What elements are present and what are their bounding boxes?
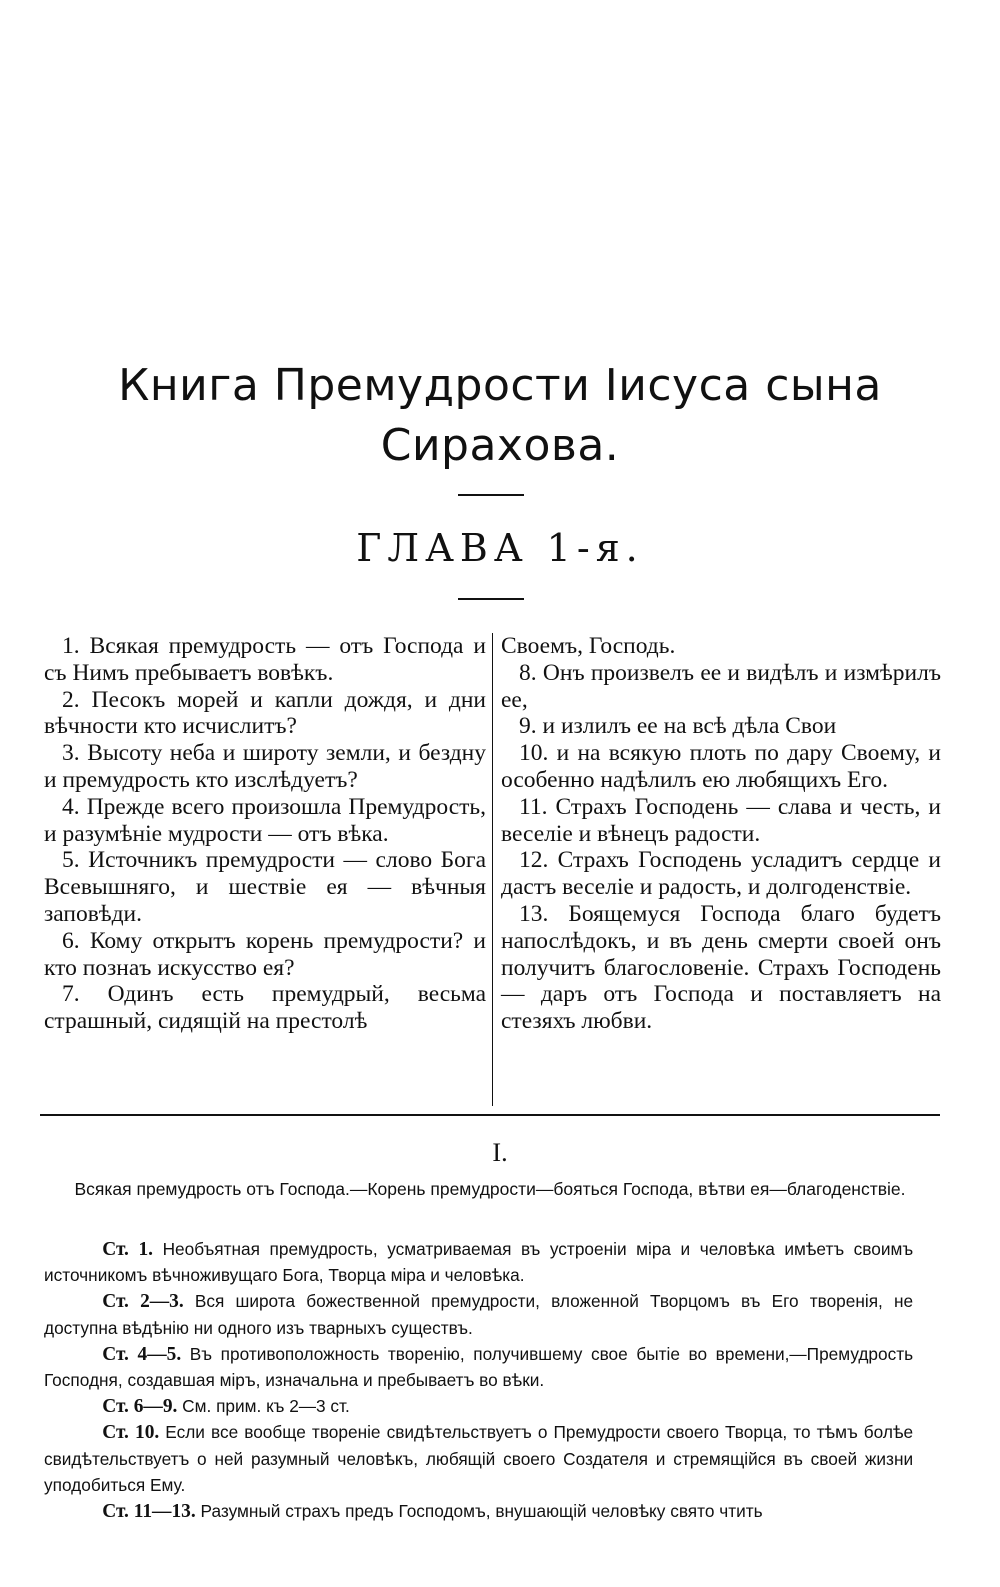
book-title xyxy=(60,356,940,476)
verse-reference: Ст. 10. xyxy=(102,1421,160,1444)
title-divider xyxy=(458,494,524,496)
chapter-title: ГЛАВА 1-я. xyxy=(356,526,644,570)
chapter-divider xyxy=(458,598,524,600)
verse-continuation: Своемъ, Господь. xyxy=(501,633,676,659)
commentary-entry: Ст. 1. Необъятная премудрость, усматриваемая въ устроеніи міра и человѣка имѣетъ своимъ источникомъ вѣчноживущаго Бога, Творца міра и человѣка. xyxy=(44,1238,914,1286)
commentary-entry: Ст. 6—9. См. прим. къ 2—3 ст. xyxy=(102,1395,350,1418)
verse-reference: Ст. 6—9. xyxy=(102,1395,178,1418)
verse: 7. Одинъ есть премудрый, весьма страшный, сидящій на престолѣ xyxy=(44,981,487,1035)
commentary-entry: Ст. 2—3. Вся широта божественной премудрости, вложенной Творцомъ въ Его творенія, не доступна вѣдѣнію ни одного изъ тварныхъ существъ. xyxy=(44,1290,914,1338)
verse: 4. Прежде всего произошла Премудрость, и разумѣніе мудрости — отъ вѣка. xyxy=(44,793,486,847)
commentary-entry: Ст. 11—13. Разумный страхъ предъ Господомъ, внушающій человѣку свято чтить xyxy=(102,1500,763,1523)
column-divider xyxy=(492,633,493,1106)
verse: 6. Кому открытъ корень премудрости? и кто познаъ искусство ея? xyxy=(44,927,487,981)
verse-reference: Ст. 4—5. xyxy=(102,1342,182,1365)
verse: 1. Всякая премудрость — отъ Господа и съ Нимъ пребываетъ вовѣкъ. xyxy=(44,633,486,686)
book-title-line-2: Сирахова. xyxy=(380,420,620,471)
verse-reference: Ст. 1. xyxy=(102,1238,154,1260)
verse: 11. Страхъ Господень — слава и честь, и веселіе и вѣнецъ радости. xyxy=(501,793,942,847)
commentary-entry: Ст. 4—5. Въ противоположность творенію, получившему свое бытіе во времени,—Премудрость Господня, создавшая міръ, изначальна и пребываетъ во вѣки. xyxy=(44,1342,914,1391)
section-number: I. xyxy=(492,1138,508,1167)
section-summary: Всякая премудрость отъ Господа.—Корень премудрости—бояться Господа, вѣтви ея—благоденствіе. xyxy=(74,1179,906,1199)
section-separator xyxy=(40,1114,940,1116)
verse-reference: Ст. 2—3. xyxy=(102,1290,184,1313)
commentary xyxy=(44,1236,913,1524)
verse: 3. Высоту неба и широту земли, и бездну и премудрость кто изслѣдуетъ? xyxy=(44,740,486,793)
verse: 2. Песокъ морей и капли дождя, и дни вѣчности кто исчислитъ? xyxy=(44,686,487,740)
verse: 10. и на всякую плоть по дару Своему, и особенно надѣлилъ ею любящихъ Его. xyxy=(501,740,942,793)
verse-reference: Ст. 11—13. xyxy=(102,1500,196,1523)
verse: 13. Боящемуся Господа благо будетъ напослѣдокъ, и въ день смерти своей онъ получитъ благословеніе. Страхъ Господень — даръ отъ Господа и поставляетъ на стезяхъ любви. xyxy=(501,900,942,1035)
verses-left-column xyxy=(44,633,486,1035)
verse: 8. Онъ произвелъ ее и видѣлъ и измѣрилъ ее, xyxy=(501,659,942,713)
commentary-entry: Ст. 10. Если все вообще твореніе свидѣтельствуетъ о Премудрости своего Творца, то тѣмъ болѣе свидѣтельствуетъ о ней разумный человѣкъ, любящій своего Создателя и стремящійся въ своей жизни уподобиться Ему. xyxy=(44,1421,914,1495)
verse: 9. и излилъ ее на всѣ дѣла Свои xyxy=(519,713,837,740)
verse: 5. Источникъ премудрости — слово Бога Всевышняго, и шествіе ея — вѣчныя заповѣди. xyxy=(44,847,486,927)
verses-right-column xyxy=(501,633,941,1035)
book-title-line-1: Книга Премудрости Іисуса сына xyxy=(118,360,882,411)
verse: 12. Страхъ Господень усладитъ сердце и дастъ веселіе и радость, и долгоденствіе. xyxy=(501,847,941,901)
